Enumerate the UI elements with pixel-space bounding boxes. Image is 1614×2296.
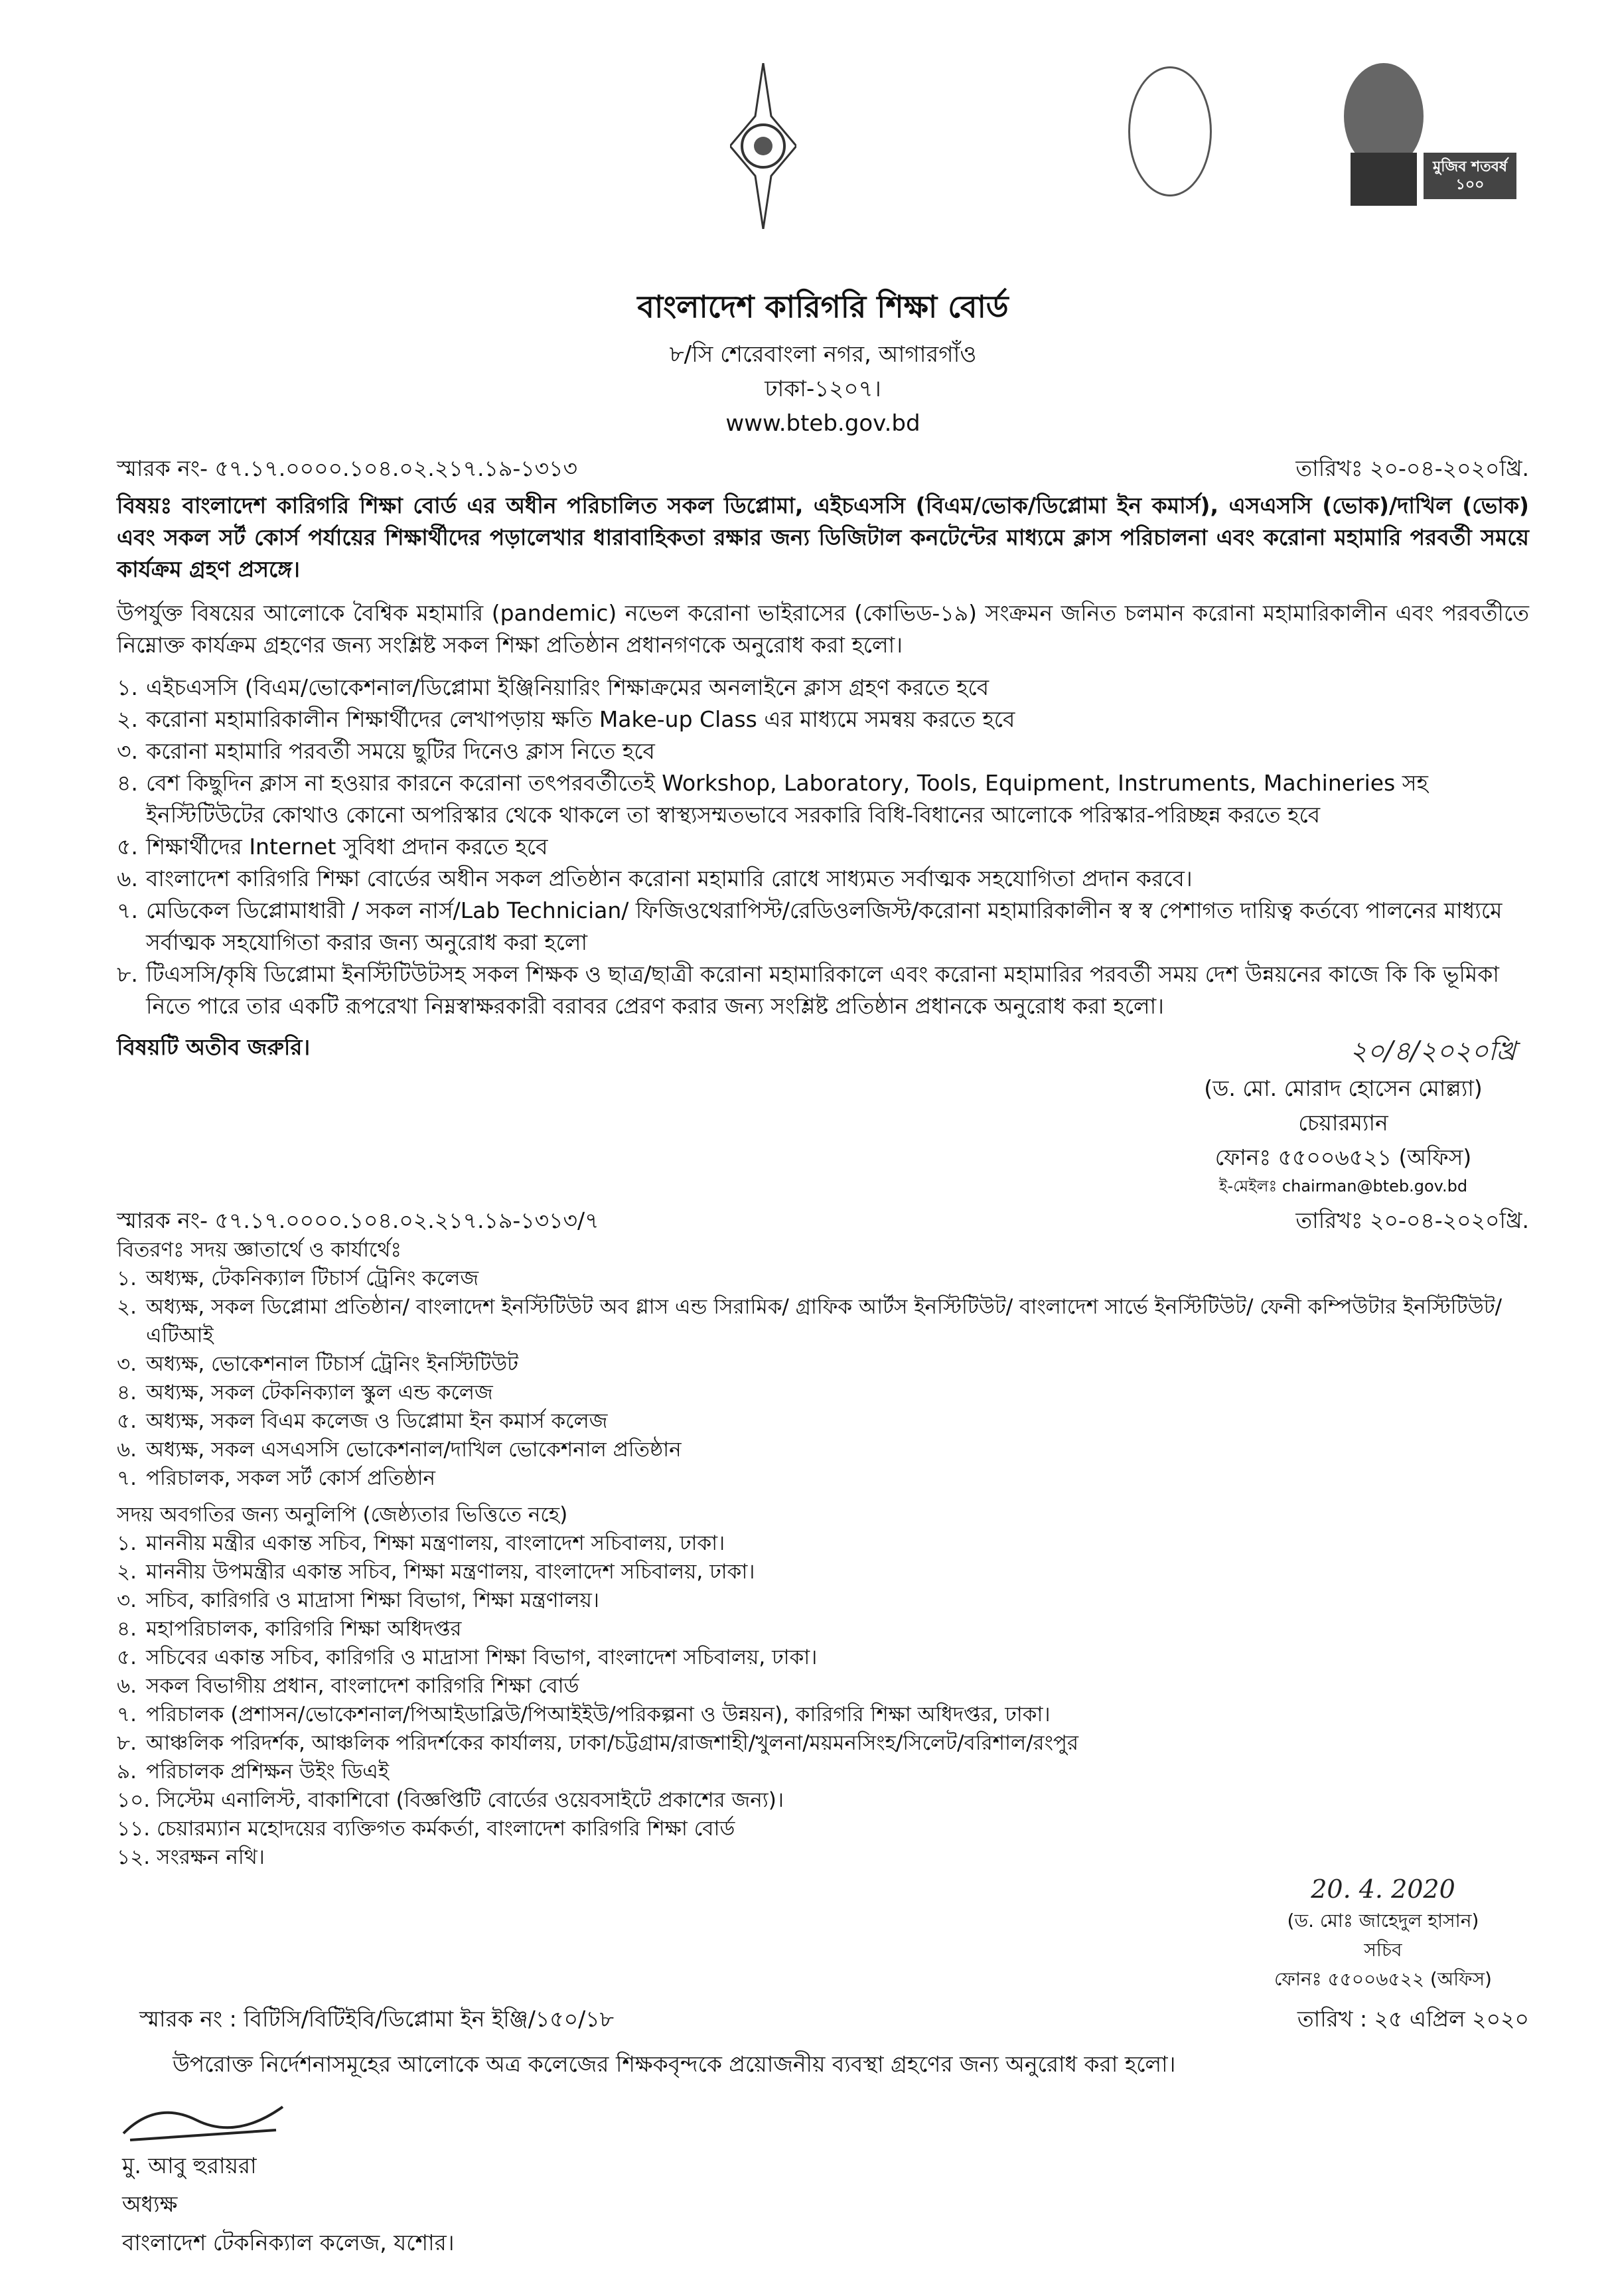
item-number: ১. <box>117 674 138 700</box>
memo1-items <box>117 672 1529 1022</box>
item-number: ১১. <box>117 1817 151 1841</box>
list-item <box>117 1786 1529 1815</box>
item-text: মেডিকেল ডিপ্লোমাধারী / সকল নার্স/Lab Technician/ ফিজিওথেরাপিস্ট/রেডিওলজিস্ট/করোনা মহামারিকালীন স্ব স্ব পেশাগত দায়িত্ব কর্তব্যে পালনের মাধ্যমে সর্বাত্মক সহযোগিতা করার জন্য অনুরোধ করা হলো <box>146 897 1503 955</box>
item-text: অধ্যক্ষ, টেকনিক্যাল টিচার্স ট্রেনিং কলেজ <box>146 1266 479 1290</box>
item-number: ২. <box>117 1560 137 1584</box>
list-item <box>117 704 1529 735</box>
list-item <box>117 1464 1529 1493</box>
item-number: ৬. <box>117 1674 137 1698</box>
item-text: এইচএসসি (বিএম/ভোকেশনাল/ডিপ্লোমা ইঞ্জিনিয়ারিং শিক্ষাক্রমের অনলাইনে ক্লাস গ্রহণ করতে হবে <box>146 674 990 700</box>
memo1-subject: বিষয়ঃ বাংলাদেশ কারিগরি শিক্ষা বোর্ড এর অধীন পরিচালিত সকল ডিপ্লোমা, এইচএসসি (বিএম/ভোক/ডিপ্লোমা ইন কমার্স), এসএসসি (ভোক)/দাখিল (ভোক) এবং সকল সর্ট কোর্স পর্যায়ের শিক্ষার্থীদের পড়ালেখার ধারাবাহিকতা রক্ষার জন্য ডিজিটাল কনটেন্টের মাধ্যমে ক্লাস পরিচালনা এবং করোনা মহামারি পরবর্তী সময়ে কার্যক্রম গ্রহণ প্রসঙ্গে। <box>117 493 1529 582</box>
item-text: বাংলাদেশ কারিগরি শিক্ষা বোর্ডের অধীন সকল প্রতিষ্ঠান করোনা মহামারি রোধে সাধ্যমত সর্বাত্মক সহযোগিতা প্রদান করবে। <box>146 866 1193 891</box>
signer-title: অধ্যক্ষ <box>122 2191 178 2217</box>
item-text: শিক্ষার্থীদের Internet সুবিধা প্রদান করতে হবে <box>146 834 548 860</box>
item-text: মাননীয় মন্ত্রীর একান্ত সচিব, শিক্ষা মন্ত্রণালয়, বাংলাদেশ সচিবালয়, ঢাকা। <box>146 1531 725 1555</box>
item-text: অধ্যক্ষ, সকল টেকনিক্যাল স্কুল এন্ড কলেজ <box>146 1381 493 1405</box>
list-item <box>117 1558 1529 1586</box>
item-text: অধ্যক্ষ, ভোকেশনাল টিচার্স ট্রেনিং ইনস্টিটিউট <box>146 1352 519 1376</box>
list-item <box>117 767 1529 831</box>
item-text: পরিচালক প্রশিক্ষন উইং ডিএই <box>146 1760 390 1784</box>
copies-heading: সদয় অবগতির জন্য অনুলিপি (জেষ্ঠ্যতার ভিত্তিতে নহে) <box>117 1503 568 1527</box>
signer-title: সচিব <box>1364 1939 1402 1961</box>
signer-name: মু. আবু হুরায়রা <box>122 2153 257 2179</box>
list-item <box>117 1379 1529 1407</box>
document-body <box>117 285 1529 2262</box>
signer-org: বাংলাদেশ টেকনিক্যাল কলেজ, যশোর। <box>122 2230 455 2256</box>
list-item <box>117 1529 1529 1558</box>
item-number: ৫. <box>117 1409 137 1433</box>
memo1-ref-row <box>117 453 1529 485</box>
list-item <box>117 1758 1529 1786</box>
list-item <box>117 1815 1529 1843</box>
item-number: ৬. <box>117 1438 137 1462</box>
list-item <box>117 1644 1529 1672</box>
chairman-signature <box>1350 1032 1516 1071</box>
memo1-content <box>117 490 1529 1022</box>
item-number: ৮. <box>117 1731 137 1755</box>
list-item <box>117 1672 1529 1701</box>
item-text: করোনা মহামারিকালীন শিক্ষার্থীদের লেখাপড়ায় ক্ষতি Make-up Class এর মাধ্যমে সমন্বয় করতে হবে <box>146 706 1015 732</box>
address-line2: ঢাকা-১২০৭। <box>765 376 881 402</box>
memo3-body: উপরোক্ত নির্দেশনাসমূহের আলোকে অত্র কলেজের শিক্ষকবৃন্দকে প্রয়োজনীয় ব্যবস্থা গ্রহণের জন্য অনুরোধ করা হলো। <box>173 2051 1176 2077</box>
item-number: ৭. <box>117 1703 137 1726</box>
item-text: মাননীয় উপমন্ত্রীর একান্ত সচিব, শিক্ষা মন্ত্রণালয়, বাংলাদেশ সচিবালয়, ঢাকা। <box>146 1560 755 1584</box>
item-number: ১. <box>117 1266 137 1290</box>
mujib-100-portrait <box>1311 53 1523 206</box>
item-text: টিএসসি/কৃষি ডিপ্লোমা ইনস্টিটিউটসহ সকল শিক্ষক ও ছাত্র/ছাত্রী করোনা মহামারিকালে এবং করোনা মহামারির পরবর্তী সময় দেশ উন্নয়নের কাজে কি কি ভূমিকা নিতে পারে তার একটি রূপরেখা নিম্নস্বাক্ষরকারী বরাবর প্রেরণ করার জন্য সংশ্লিষ্ট প্রতিষ্ঠান প্রধানকে অনুরোধ করা হলো। <box>146 961 1499 1019</box>
item-text: আঞ্চলিক পরিদর্শক, আঞ্চলিক পরিদর্শকের কার্যালয়, ঢাকা/চট্টগ্রাম/রাজশাহী/খুলনা/ময়মনসিংহ/সিলেট/বরিশাল/রংপুর <box>146 1731 1079 1755</box>
signature-date: 20. 4. 2020 <box>1311 1875 1455 1904</box>
list-item <box>117 1615 1529 1644</box>
list-item <box>117 958 1529 1022</box>
item-number: ১০. <box>117 1788 151 1812</box>
item-number: ৭. <box>117 1466 137 1490</box>
list-item <box>117 1407 1529 1436</box>
list-item <box>117 1586 1529 1615</box>
item-number: ৯. <box>117 1760 137 1784</box>
item-number: ৩. <box>117 738 138 764</box>
item-number: ২. <box>117 1295 137 1319</box>
item-text: বেশ কিছুদিন ক্লাস না হওয়ার কারনে করোনা তৎপরবর্তীতেই Workshop, Laboratory, Tools, Equipment, Instruments, Machineries সহ ইনস্টিটিউটের কোথাও কোনো অপরিস্কার থেকে থাকলে তা স্বাস্থ্যসম্মতভাবে সরকারি বিধি-বিধানের আলোকে পরিস্কার-পরিচ্ছন্ন করতে হবে <box>146 770 1428 828</box>
list-item <box>117 1293 1529 1350</box>
item-number: ৪. <box>117 1617 137 1641</box>
item-text: পরিচালক, সকল সর্ট কোর্স প্রতিষ্ঠান <box>146 1466 436 1490</box>
item-number: ৪. <box>117 1381 137 1405</box>
bteb-emblem-logo <box>730 63 796 229</box>
address-line1: ৮/সি শেরেবাংলা নগর, আগারগাঁও <box>669 341 977 368</box>
memo2-date: তারিখঃ ২০-০৪-২০২০খ্রি. <box>1295 1207 1529 1233</box>
website: www.bteb.gov.bd <box>725 410 920 437</box>
secretary-signature <box>1237 1872 1529 1906</box>
principal-signature <box>117 2094 1529 2147</box>
list-item <box>117 1436 1529 1464</box>
org-name: বাংলাদেশ কারিগরি শিক্ষা বোর্ড <box>637 289 1009 325</box>
memo1-ref: স্মারক নং- ৫৭.১৭.০০০০.১০৪.০২.২১৭.১৯-১৩১৩ <box>117 455 578 481</box>
item-number: ২. <box>117 706 138 732</box>
item-text: মহাপরিচালক, কারিগরি শিক্ষা অধিদপ্তর <box>146 1617 462 1641</box>
item-text: সংরক্ষন নথি। <box>157 1845 265 1869</box>
memo1-signer <box>1157 1071 1529 1197</box>
signer-name: (ড. মো. মোরাদ হোসেন মোল্ল্যা) <box>1204 1075 1483 1101</box>
list-item <box>117 1350 1529 1379</box>
signer-phone: ফোনঃ ৫৫০০৬৫২১ (অফিস) <box>1214 1144 1472 1170</box>
signer-email: ই-মেইলঃ chairman@bteb.gov.bd <box>1218 1177 1468 1195</box>
memo2-ref: স্মারক নং- ৫৭.১৭.০০০০.১০৪.০২.২১৭.১৯-১৩১৩/৭ <box>117 1207 599 1233</box>
list-item <box>117 1843 1529 1872</box>
urgent-signature-row <box>117 1032 1529 1071</box>
memo3-ref: স্মারক নং : বিটিসি/বিটিইবি/ডিপ্লোমা ইন ইঞ্জি/১৫০/১৮ <box>139 2006 615 2032</box>
urgent-note: বিষয়টি অতীব জরুরি। <box>117 1034 311 1060</box>
item-number: ৪. <box>117 770 138 796</box>
item-text: সচিব, কারিগরি ও মাদ্রাসা শিক্ষা বিভাগ, শিক্ষা মন্ত্রণালয়। <box>146 1588 600 1612</box>
item-number: ১. <box>117 1531 137 1555</box>
memo2-distribution <box>117 1236 1529 1872</box>
item-text: অধ্যক্ষ, সকল ডিপ্লোমা প্রতিষ্ঠান/ বাংলাদেশ ইনস্টিটিউট অব গ্লাস এন্ড সিরামিক/ গ্রাফিক আর্টস ইনস্টিটিউট/ বাংলাদেশ সার্ভে ইনস্টিটিউট/ ফেনী কম্পিউটার ইনস্টিটিউট/ এটিআই <box>146 1295 1503 1347</box>
list-item <box>117 863 1529 895</box>
item-text: চেয়ারম্যান মহোদয়ের ব্যক্তিগত কর্মকর্তা, বাংলাদেশ কারিগরি শিক্ষা বোর্ড <box>157 1817 735 1841</box>
item-number: ৫. <box>117 1645 137 1669</box>
item-number: ৩. <box>117 1588 137 1612</box>
mujib-logo-text: মুজিব শতবর্ষ ১০০ <box>1433 159 1507 193</box>
memo2-signer <box>1237 1872 1529 1994</box>
list-item <box>117 1729 1529 1758</box>
item-text: সচিবের একান্ত সচিব, কারিগরি ও মাদ্রাসা শিক্ষা বিভাগ, বাংলাদেশ সচিবালয়, ঢাকা। <box>146 1645 818 1669</box>
memo1-body: উপর্যুক্ত বিষয়ের আলোকে বৈশ্বিক মহামারি (pandemic) নভেল করোনা ভাইরাসের (কোভিড-১৯) সংক্রমন জনিত চলমান করোনা মহামারিকালীন এবং পরবর্তীতে নিম্নোক্ত কার্যক্রম গ্রহণের জন্য সংশ্লিষ্ট সকল শিক্ষা প্রতিষ্ঠান প্রধানগণকে অনুরোধ করা হলো। <box>117 600 1529 658</box>
list-item <box>117 1264 1529 1293</box>
item-number: ৮. <box>117 961 138 987</box>
list-item <box>117 672 1529 704</box>
list-item <box>117 895 1529 958</box>
item-number: ১২. <box>117 1845 151 1869</box>
memo1-date: তারিখঃ ২০-০৪-২০২০খ্রি. <box>1295 455 1529 481</box>
signer-phone: ফোনঃ ৫৫০০৬৫২২ (অফিস) <box>1274 1968 1492 1990</box>
memo3-signer <box>117 2147 1529 2262</box>
item-number: ৫. <box>117 834 138 860</box>
item-number: ৭. <box>117 897 138 923</box>
signer-name: (ড. মোঃ জাহেদুল হাসান) <box>1287 1910 1479 1932</box>
signature-date: ২০/৪/২০২০খ্রি <box>1349 1036 1516 1067</box>
item-text: পরিচালক (প্রশাসন/ভোকেশনাল/পিআইডাব্লিউ/পিআইইউ/পরিকল্পনা ও উন্নয়ন), কারিগরি শিক্ষা অধিদপ্তর, ঢাকা। <box>146 1703 1051 1726</box>
item-text: করোনা মহামারি পরবর্তী সময়ে ছুটির দিনেও ক্লাস নিতে হবে <box>146 738 655 764</box>
item-text: সিস্টেম এনালিস্ট, বাকাশিবো (বিজ্ঞপ্তিটি বোর্ডের ওয়েবসাইটে প্রকাশের জন্য)। <box>157 1788 784 1812</box>
item-text: সকল বিভাগীয় প্রধান, বাংলাদেশ কারিগরি শিক্ষা বোর্ড <box>146 1674 579 1698</box>
item-text: অধ্যক্ষ, সকল এসএসসি ভোকেশনাল/দাখিল ভোকেশনাল প্রতিষ্ঠান <box>146 1438 682 1462</box>
item-number: ৩. <box>117 1352 137 1376</box>
memo2-ref-row <box>117 1205 1529 1236</box>
signer-title: চেয়ারম্যান <box>1298 1110 1388 1136</box>
list-item <box>117 1701 1529 1729</box>
item-number: ৬. <box>117 866 138 891</box>
distribution-heading: বিতরণঃ সদয় জ্ঞাতার্থে ও কার্যার্থেঃ <box>117 1238 402 1262</box>
memo3-date: তারিখ : ২৫ এপ্রিল ২০২০ <box>1297 2006 1529 2032</box>
list-item <box>117 831 1529 863</box>
list-item <box>117 735 1529 767</box>
seal-logo <box>1128 66 1212 196</box>
memo3-ref-row <box>117 2003 1529 2035</box>
item-text: অধ্যক্ষ, সকল বিএম কলেজ ও ডিপ্লোমা ইন কমার্স কলেজ <box>146 1409 608 1433</box>
